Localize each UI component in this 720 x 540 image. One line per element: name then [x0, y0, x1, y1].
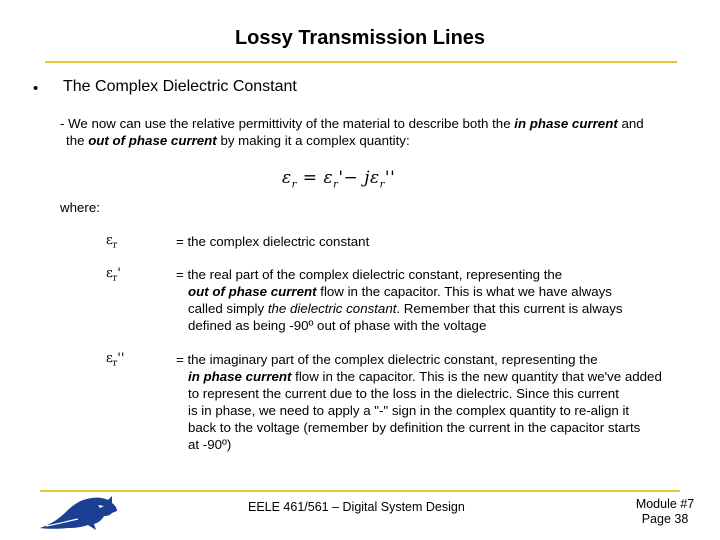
definition-complex: [176, 233, 706, 250]
term-sub: r: [112, 240, 118, 251]
definition-line: defined as being -90º out of phase with the voltage: [188, 318, 487, 333]
definition-line: flow in the capacitor. This is what we have always: [316, 284, 612, 299]
bottom-divider: [40, 490, 680, 492]
definition-emphasis: out of phase current: [188, 284, 317, 299]
module-label: Module #7: [635, 497, 695, 511]
term-imaginary: [106, 351, 125, 369]
eq-lhs-sub: r: [291, 179, 297, 191]
term-sub: r: [112, 273, 118, 284]
where-label: where:: [60, 200, 100, 215]
eq-equals: = ε: [296, 168, 334, 188]
definition-line: to represent the current due to the loss in the dielectric. Since this current: [188, 386, 619, 401]
definition-imaginary: [176, 351, 706, 453]
term-real: [106, 266, 121, 284]
bobcat-logo-icon: [38, 494, 120, 534]
bullet-heading: The Complex Dielectric Constant: [63, 78, 297, 95]
bullet-marker: •: [33, 80, 39, 97]
definition-real: [176, 266, 706, 334]
complex-permittivity-equation: [282, 168, 395, 190]
course-footer: EELE 461/561 – Digital System Design: [248, 500, 465, 514]
intro-paragraph: [60, 115, 700, 149]
page-title: Lossy Transmission Lines: [234, 27, 486, 49]
term-prime: '': [117, 351, 125, 366]
definition-line: = the complex dielectric constant: [176, 234, 370, 249]
eq-t2-sub: r: [379, 179, 385, 191]
intro-mid: and: [617, 116, 644, 131]
intro-out-phase: out of phase current: [88, 133, 217, 148]
definition-line: is in phase, we need to apply a "-" sign in the complex quantity to re-align it: [188, 403, 630, 418]
definition-line: = the imaginary part of the complex dielectric constant, representing the: [176, 352, 598, 367]
page-number: Page 38: [641, 512, 689, 526]
intro-line2-prefix: the: [66, 133, 89, 148]
eq-t1-prime: ': [338, 168, 344, 188]
definition-line: back to the voltage (remember by definition the current in the capacitor starts: [188, 420, 641, 435]
definition-line: flow in the capacitor. This is the new quantity that we've added: [291, 369, 662, 384]
eq-t1-sub: r: [333, 179, 339, 191]
definition-line: = the real part of the complex dielectric constant, representing the: [176, 267, 563, 282]
term-sub: r: [112, 358, 118, 369]
definition-line: at -90º): [188, 437, 232, 452]
intro-suffix: by making it a complex quantity:: [216, 133, 410, 148]
eq-minus: − jε: [343, 168, 380, 188]
eq-t2-prime: '': [384, 168, 396, 188]
term-complex: [106, 233, 117, 251]
term-symbol: ε: [106, 266, 113, 281]
term-symbol: ε: [106, 351, 113, 366]
top-divider: [45, 61, 677, 63]
definition-line: . Remember that this current is always: [396, 301, 623, 316]
definition-line: called simply: [188, 301, 268, 316]
definition-emphasis: in phase current: [188, 369, 292, 384]
definition-italic: the dielectric constant: [267, 301, 397, 316]
intro-in-phase: in phase current: [514, 116, 618, 131]
module-page-footer: [626, 497, 704, 527]
intro-prefix: - We now can use the relative permittivity of the material to describe both the: [60, 116, 515, 131]
eq-lhs: ε: [282, 168, 292, 188]
term-symbol: ε: [106, 233, 113, 248]
term-prime: ': [117, 266, 121, 281]
